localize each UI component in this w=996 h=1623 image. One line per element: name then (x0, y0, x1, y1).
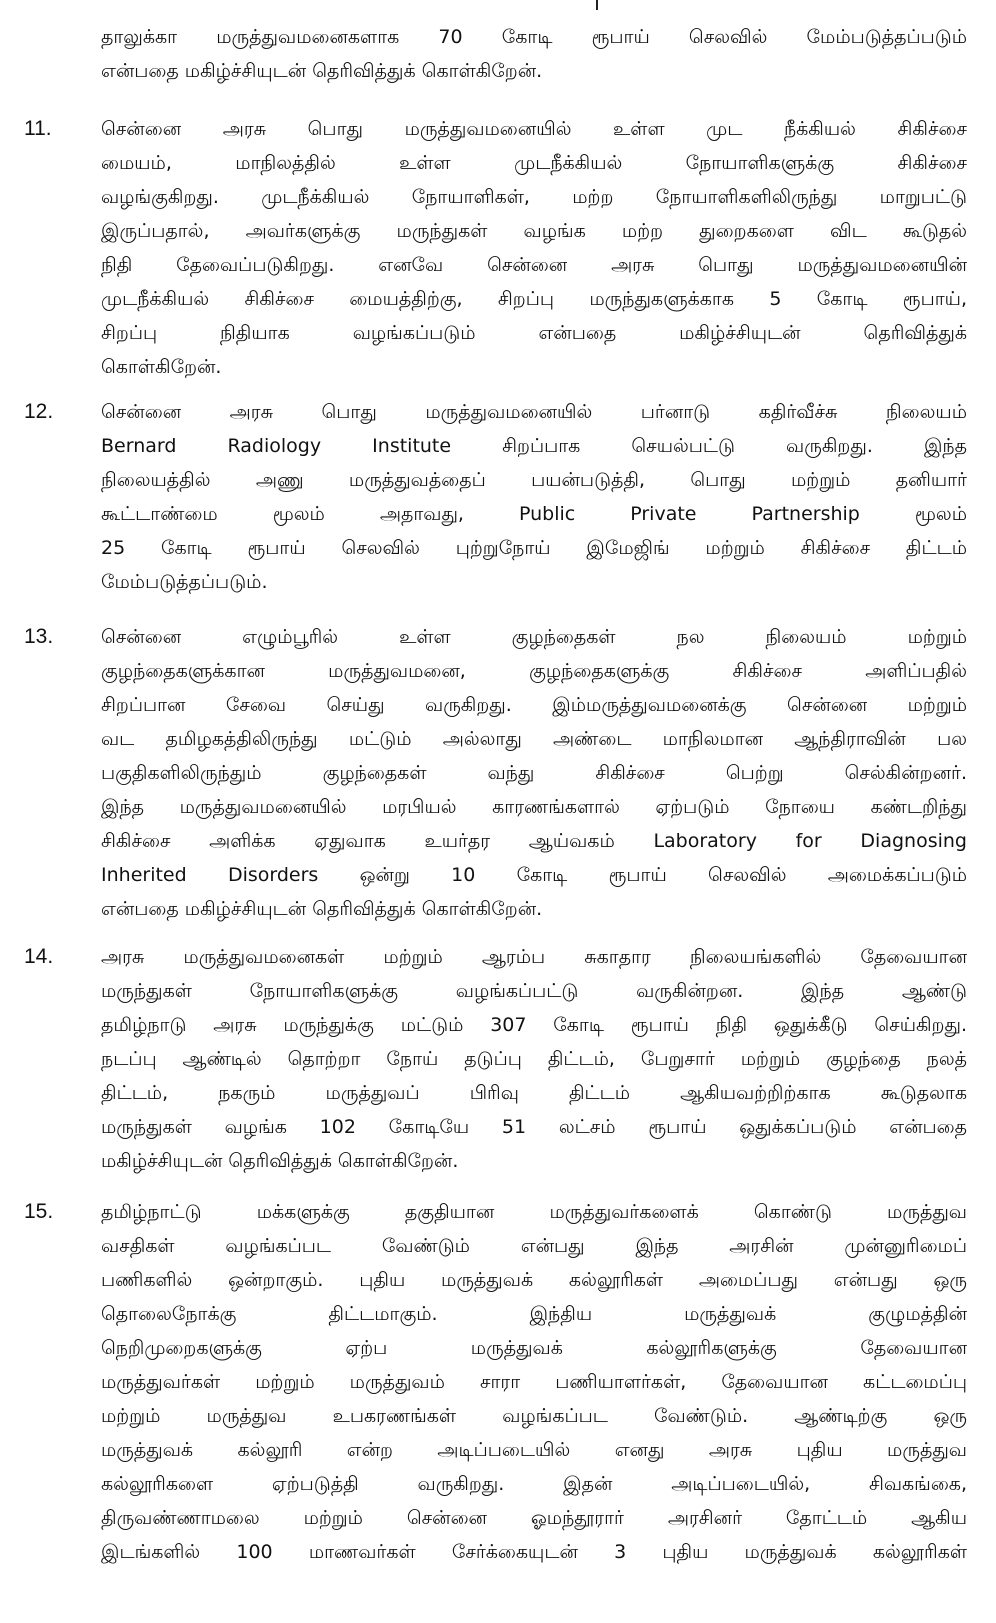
text-line: தாலுக்கா மருத்துவமனைகளாக 70 கோடி ரூபாய் செலவில் மேம்படுத்தப்படும் (101, 26, 967, 48)
text-line: தொலைநோக்கு திட்டமாகும். இந்திய மருத்துவக் குழுமத்தின் (101, 1303, 967, 1325)
text-line: வசதிகள் வழங்கப்பட வேண்டும் என்பது இந்த அரசின் முன்னுரிமைப் (101, 1235, 967, 1257)
text-line: மையம், மாநிலத்தில் உள்ள முடநீக்கியல் நோயாளிகளுக்கு சிகிச்சை (101, 152, 967, 174)
text-line: கூட்டாண்மை மூலம் அதாவது, Public Private Partnership மூலம் (101, 503, 967, 525)
text-line: மற்றும் மருத்துவ உபகரணங்கள் வழங்கப்பட வேண்டும். ஆண்டிற்கு ஒரு (101, 1405, 967, 1427)
text-line: திட்டம், நகரும் மருத்துவப் பிரிவு திட்டம் ஆகியவற்றிற்காக கூடுதலாக (101, 1082, 967, 1104)
text-line: மேம்படுத்தப்படும். (101, 571, 268, 593)
text-line: அரசு மருத்துவமனைகள் மற்றும் ஆரம்ப சுகாதார நிலையங்களில் தேவையான (101, 946, 967, 968)
text-line: நிலையத்தில் அணு மருத்துவத்தைப் பயன்படுத்தி, பொது மற்றும் தனியார் (101, 469, 967, 491)
text-line: நிதி தேவைப்படுகிறது. எனவே சென்னை அரசு பொது மருத்துவமனையின் (101, 254, 967, 276)
text-line: மருத்துவக் கல்லூரி என்ற அடிப்படையில் எனது அரசு புதிய மருத்துவ (101, 1439, 967, 1461)
text-line: தமிழ்நாடு அரசு மருந்துக்கு மட்டும் 307 கோடி ரூபாய் நிதி ஒதுக்கீடு செய்கிறது. (101, 1014, 967, 1036)
text-line: சென்னை அரசு பொது மருத்துவமனையில் உள்ள முட நீக்கியல் சிகிச்சை (101, 118, 967, 140)
text-line: மகிழ்ச்சியுடன் தெரிவித்துக் கொள்கிறேன். (101, 1150, 459, 1172)
text-line: கொள்கிறேன். (101, 356, 222, 378)
text-line: என்பதை மகிழ்ச்சியுடன் தெரிவித்துக் கொள்கிறேன். (101, 898, 543, 920)
text-line: 25 கோடி ரூபாய் செலவில் புற்றுநோய் இமேஜிங் மற்றும் சிகிச்சை திட்டம் (101, 537, 967, 559)
page-edge-mark (596, 0, 598, 10)
text-line: முடநீக்கியல் சிகிச்சை மையத்திற்கு, சிறப்பு மருந்துகளுக்காக 5 கோடி ரூபாய், (101, 288, 967, 310)
text-line: சிறப்பான சேவை செய்து வருகிறது. இம்மருத்துவமனைக்கு சென்னை மற்றும் (101, 694, 967, 716)
intro-continuation (101, 20, 967, 88)
text-line: பகுதிகளிலிருந்தும் குழந்தைகள் வந்து சிகிச்சை பெற்று செல்கின்றனர். (101, 762, 967, 784)
paragraph-body (101, 112, 967, 384)
text-line: இருப்பதால், அவர்களுக்கு மருந்துகள் வழங்க மற்ற துறைகளை விட கூடுதல் (101, 220, 967, 242)
text-line: இடங்களில் 100 மாணவர்கள் சேர்க்கையுடன் 3 புதிய மருத்துவக் கல்லூரிகள் (101, 1541, 967, 1563)
text-line: மருத்துவர்கள் மற்றும் மருத்துவம் சாரா பணியாளர்கள், தேவையான கட்டமைப்பு (101, 1371, 967, 1393)
text-line: தமிழ்நாட்டு மக்களுக்கு தகுதியான மருத்துவர்களைக் கொண்டு மருத்துவ (101, 1201, 967, 1223)
text-line: மருந்துகள் நோயாளிகளுக்கு வழங்கப்பட்டு வருகின்றன. இந்த ஆண்டு (101, 980, 967, 1002)
text-line: வழங்குகிறது. முடநீக்கியல் நோயாளிகள், மற்ற நோயாளிகளிலிருந்து மாறுபட்டு (101, 186, 967, 208)
paragraph-body (101, 940, 967, 1178)
text-line: சென்னை அரசு பொது மருத்துவமனையில் பர்னாடு கதிர்வீச்சு நிலையம் (101, 401, 967, 423)
paragraph-body (101, 395, 967, 599)
text-line: குழந்தைகளுக்கான மருத்துவமனை, குழந்தைகளுக்கு சிகிச்சை அளிப்பதில் (101, 660, 967, 682)
paragraph-number: 14. (24, 945, 54, 968)
text-line: சிகிச்சை அளிக்க ஏதுவாக உயர்தர ஆய்வகம் Laboratory for Diagnosing (101, 830, 967, 852)
paragraph-number: 12. (24, 400, 54, 423)
text-line: இந்த மருத்துவமனையில் மரபியல் காரணங்களால் ஏற்படும் நோயை கண்டறிந்து (101, 796, 967, 818)
text-line: Inherited Disorders ஒன்று 10 கோடி ரூபாய் செலவில் அமைக்கப்படும் (101, 864, 967, 886)
text-line: சென்னை எழும்பூரில் உள்ள குழந்தைகள் நல நிலையம் மற்றும் (101, 626, 967, 648)
text-line: என்பதை மகிழ்ச்சியுடன் தெரிவித்துக் கொள்கிறேன். (101, 60, 543, 82)
paragraph-body (101, 620, 967, 926)
text-line: சிறப்பு நிதியாக வழங்கப்படும் என்பதை மகிழ்ச்சியுடன் தெரிவித்துக் (101, 322, 967, 344)
paragraph-body (101, 1195, 967, 1569)
text-line: வட தமிழகத்திலிருந்து மட்டும் அல்லாது அண்டை மாநிலமான ஆந்திராவின் பல (101, 728, 967, 750)
text-line: பணிகளில் ஒன்றாகும். புதிய மருத்துவக் கல்லூரிகள் அமைப்பது என்பது ஒரு (101, 1269, 967, 1291)
paragraph-number: 15. (24, 1200, 54, 1223)
text-line: நடப்பு ஆண்டில் தொற்றா நோய் தடுப்பு திட்டம், பேறுசார் மற்றும் குழந்தை நலத் (101, 1048, 967, 1070)
paragraph-number: 13. (24, 625, 54, 648)
text-line: நெறிமுறைகளுக்கு ஏற்ப மருத்துவக் கல்லூரிகளுக்கு தேவையான (101, 1337, 967, 1359)
text-line: திருவண்ணாமலை மற்றும் சென்னை ஓமந்தூரார் அரசினர் தோட்டம் ஆகிய (101, 1507, 967, 1529)
text-line: மருந்துகள் வழங்க 102 கோடியே 51 லட்சம் ரூபாய் ஒதுக்கப்படும் என்பதை (101, 1116, 967, 1138)
paragraph-number: 11. (24, 117, 52, 140)
text-line: Bernard Radiology Institute சிறப்பாக செயல்பட்டு வருகிறது. இந்த (101, 435, 967, 457)
text-line: கல்லூரிகளை ஏற்படுத்தி வருகிறது. இதன் அடிப்படையில், சிவகங்கை, (101, 1473, 967, 1495)
